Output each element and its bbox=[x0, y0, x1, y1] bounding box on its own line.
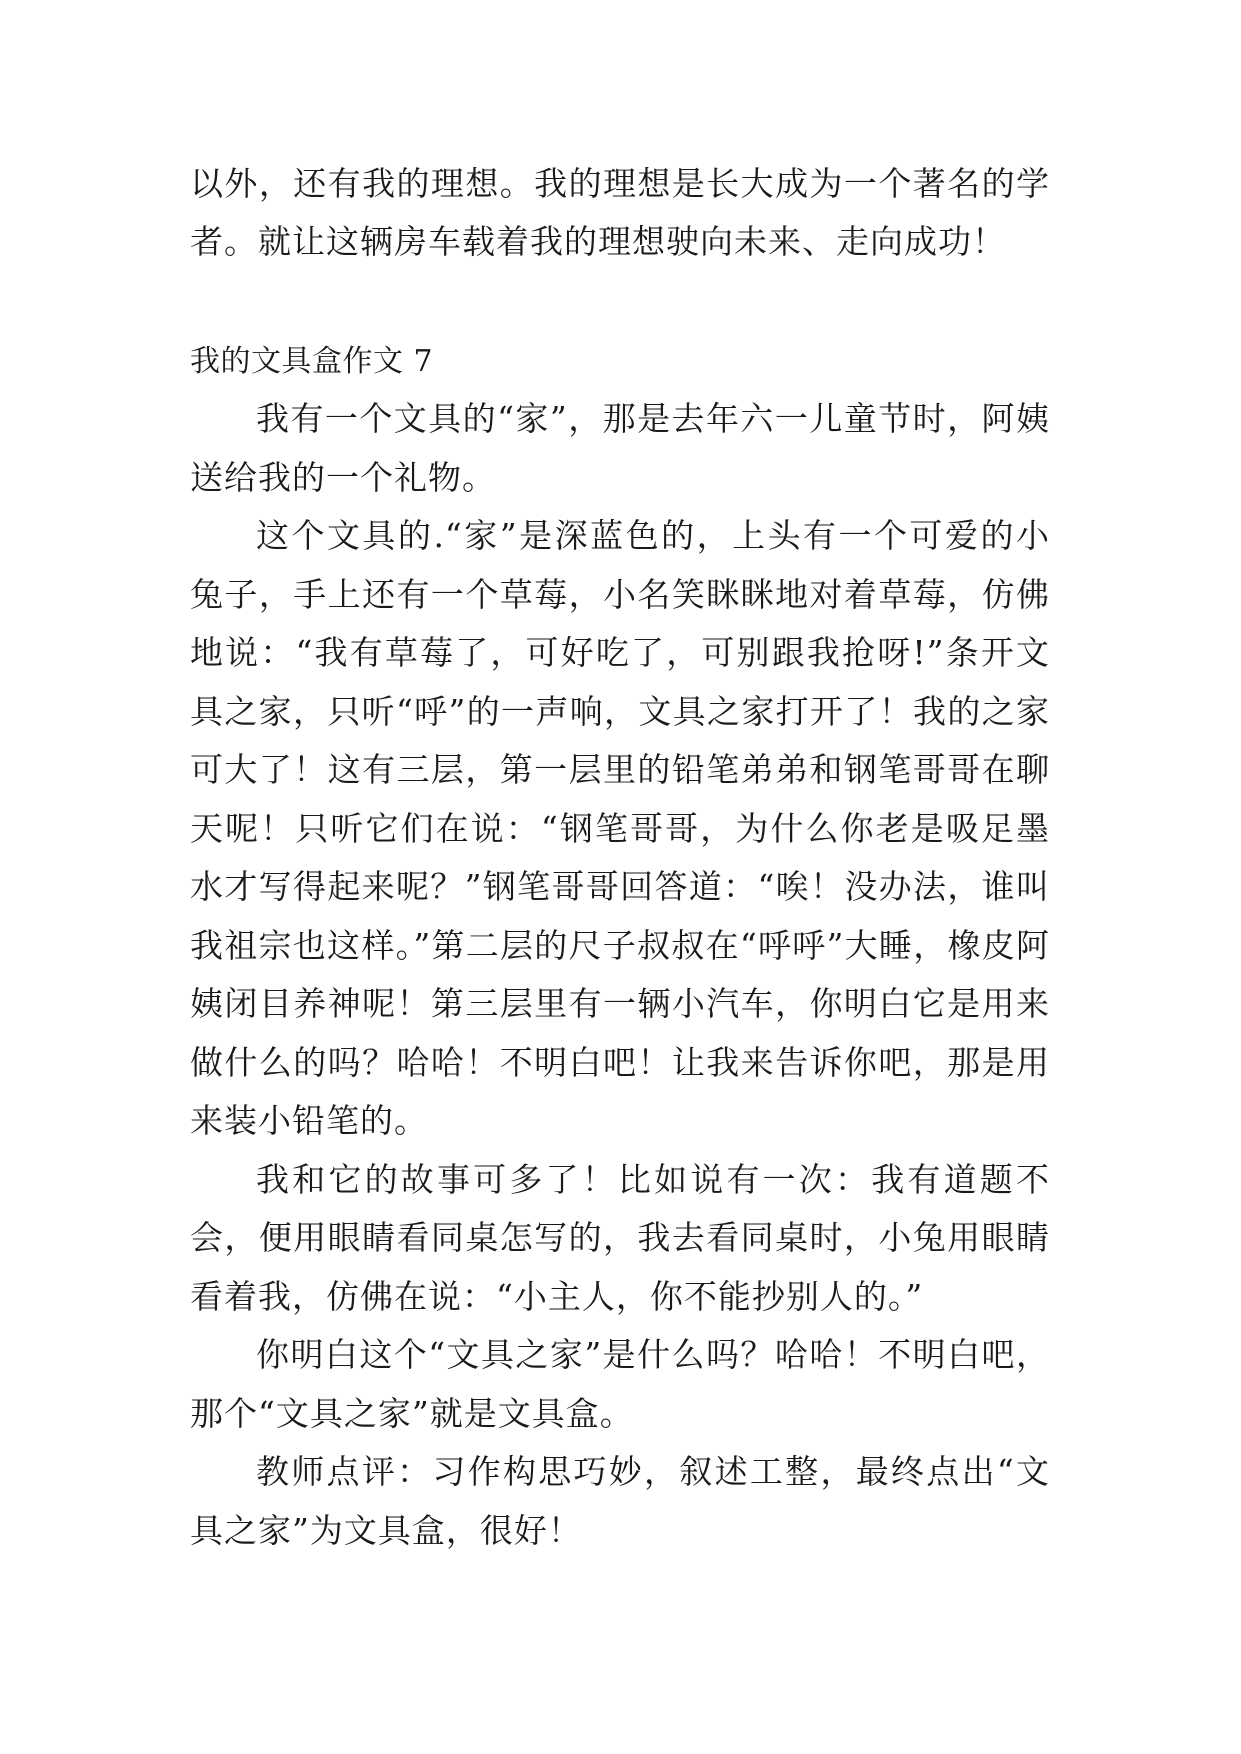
previous-essay-paragraph: 以外，还有我的理想。我的理想是长大成为一个著名的学者。就让这辆房车载着我的理想驶向未来、走向成功！ bbox=[190, 164, 1050, 261]
teacher-comment: 教师点评：习作构思巧妙，叙述工整，最终点出“文具之家”为文具盒，很好！ bbox=[190, 1452, 1050, 1550]
essay-paragraph-4: 你明白这个“文具之家”是什么吗？哈哈！不明白吧，那个“文具之家”就是文具盒。 bbox=[190, 1335, 1050, 1433]
essay-body bbox=[190, 390, 1050, 1560]
essay-paragraph-2: 这个文具的.“家”是深蓝色的，上头有一个可爱的小兔子，手上还有一个草莓，小名笑眯眯地对着草莓，仿佛地说：“我有草莓了，可好吃了，可别跟我抢呀!”条开文具之家，只听“呼”的一声响，文具之家打开了！我的之家可大了！这有三层，第一层里的铅笔弟弟和钢笔哥哥在聊天呢！只听它们在说：“钢笔哥哥，为什么你老是吸足墨水才写得起来呢？”钢笔哥哥回答道：“唉！没办法，谁叫我祖宗也这样。”第二层的尺子叔叔在“呼呼”大睡，橡皮阿姨闭目养神呢！第三层里有一辆小汽车，你明白它是用来做什么的吗？哈哈！不明白吧！让我来告诉你吧，那是用来装小铅笔的。 bbox=[190, 516, 1050, 1140]
essay-paragraph-1: 我有一个文具的“家”，那是去年六一儿童节时，阿姨送给我的一个礼物。 bbox=[190, 399, 1050, 497]
essay-title: 我的文具盒作文 7 bbox=[190, 344, 434, 379]
previous-essay-ending bbox=[190, 155, 1050, 271]
essay-paragraph-3: 我和它的故事可多了！比如说有一次：我有道题不会，便用眼睛看同桌怎写的，我去看同桌时，小兔用眼睛看着我，仿佛在说：“小主人，你不能抄别人的。” bbox=[190, 1159, 1050, 1316]
